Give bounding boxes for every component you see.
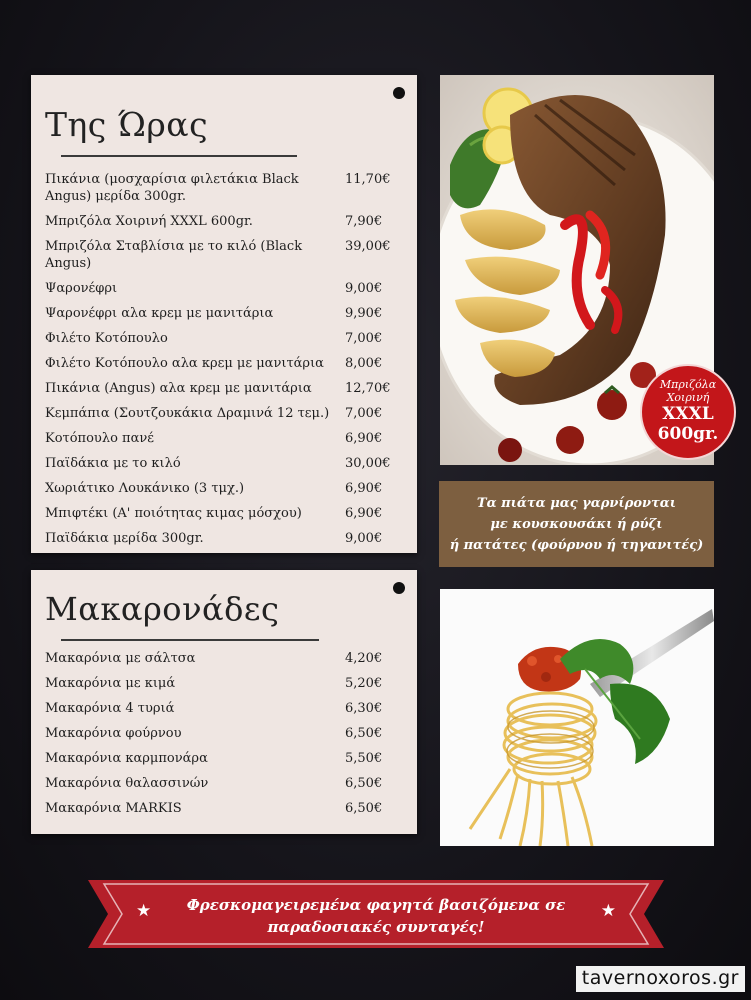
section-title: Μακαρονάδες: [45, 590, 280, 628]
menu-item-price: 6,90€: [345, 481, 383, 496]
menu-list: [45, 171, 395, 555]
menu-item: [45, 305, 395, 322]
note-line: ή πατάτες (φούρνου ή τηγανιτές): [449, 537, 704, 553]
menu-item-price: 12,70€: [345, 381, 391, 396]
star-icon: ★: [600, 901, 616, 921]
title-underline: [61, 155, 297, 157]
menu-card-pasta: [31, 570, 417, 834]
menu-item-price: 5,50€: [345, 751, 383, 766]
menu-item-name: Μακαρόνια 4 τυριά: [45, 701, 175, 716]
menu-item-price: 7,90€: [345, 214, 383, 229]
menu-item: [45, 280, 395, 297]
menu-item: [45, 455, 395, 472]
menu-item-name: Μακαρόνια με σάλτσα: [45, 651, 196, 666]
title-underline: [61, 639, 319, 641]
menu-item-price: 9,00€: [345, 531, 383, 546]
menu-item-name: Μακαρόνια MARKIS: [45, 801, 182, 816]
menu-item-price: 7,00€: [345, 406, 383, 421]
menu-item-name: Μακαρόνια θαλασσινών: [45, 776, 209, 791]
menu-item-name: Κοτόπουλο πανέ: [45, 431, 154, 446]
menu-item-name: Ψαρονέφρι: [45, 281, 118, 296]
section-title: Της Ώρας: [45, 105, 209, 144]
menu-list: [45, 650, 395, 825]
note-line: Τα πιάτα μας γαρνίρονται: [476, 495, 677, 511]
menu-item: [45, 650, 395, 667]
banner-line: Φρεσκομαγειρεμένα φαγητά βασιζόμενα σε: [186, 896, 566, 914]
menu-item-name: Μακαρόνια με κιμά: [45, 676, 176, 691]
menu-item: [45, 505, 395, 522]
menu-item-name: Μακαρόνια φούρνου: [45, 726, 182, 741]
menu-item-name: Παϊδάκια μερίδα 300gr.: [45, 531, 204, 546]
menu-item: [45, 750, 395, 767]
menu-item: [45, 700, 395, 717]
menu-item-price: 6,50€: [345, 726, 383, 741]
garnish-note: [439, 481, 714, 567]
menu-item-price: 6,50€: [345, 801, 383, 816]
note-line: με κουσκουσάκι ή ρύζι: [490, 516, 663, 532]
banner-text: [88, 894, 664, 938]
menu-item-name: Μακαρόνια καρμπονάρα: [45, 751, 208, 766]
menu-item-name: Παϊδάκια με το κιλό: [45, 456, 181, 471]
menu-item-price: 8,00€: [345, 356, 383, 371]
menu-item: [45, 675, 395, 692]
menu-item-price: 6,50€: [345, 776, 383, 791]
menu-item-price: 9,90€: [345, 306, 383, 321]
slogan-banner: [88, 880, 664, 948]
badge-line: XXXL: [662, 404, 714, 424]
banner-line: παραδοσιακές συνταγές!: [267, 918, 485, 936]
menu-item: [45, 480, 395, 497]
pasta-image: [440, 589, 714, 846]
menu-item: [45, 430, 395, 447]
promo-badge: [640, 364, 736, 460]
menu-item-price: 39,00€: [345, 239, 391, 254]
menu-item-name: Φιλέτο Κοτόπουλο: [45, 331, 168, 346]
badge-line: 600gr.: [657, 424, 719, 444]
menu-item-price: 9,00€: [345, 281, 383, 296]
star-icon: ★: [136, 901, 152, 921]
menu-item: [45, 355, 395, 372]
menu-item: [45, 800, 395, 817]
menu-item: [45, 405, 395, 422]
menu-card-grill: [31, 75, 417, 553]
menu-item: [45, 775, 395, 792]
menu-item-name: Χωριάτικο Λουκάνικο (3 τμχ.): [45, 481, 245, 496]
menu-item: [45, 238, 395, 272]
badge-line: Χοιρινή: [666, 391, 710, 404]
menu-item-name: Πικάνια (μοσχαρίσια φιλετάκια Black Angus) μερίδα 300gr.: [45, 172, 299, 204]
card-hole: [393, 582, 405, 594]
menu-item-name: Ψαρονέφρι αλα κρεμ με μανιτάρια: [45, 306, 274, 321]
menu-item-price: 30,00€: [345, 456, 391, 471]
menu-item: [45, 213, 395, 230]
badge-line: Μπριζόλα: [659, 378, 717, 391]
menu-item: [45, 330, 395, 347]
pasta-photo: [440, 589, 714, 846]
menu-item-price: 6,90€: [345, 431, 383, 446]
menu-item: [45, 530, 395, 547]
menu-item-name: Πικάνια (Angus) αλα κρεμ με μανιτάρια: [45, 381, 312, 396]
menu-item: [45, 171, 395, 205]
menu-item: [45, 380, 395, 397]
menu-item-name: Μπιφτέκι (Α' ποιότητας κιμας μόσχου): [45, 506, 302, 521]
menu-item-price: 4,20€: [345, 651, 383, 666]
menu-item-name: Μπριζόλα Σταβλίσια με το κιλό (Black Angus): [45, 239, 303, 271]
card-hole: [393, 87, 405, 99]
menu-item: [45, 725, 395, 742]
site-watermark: tavernoxoros.gr: [576, 966, 745, 992]
menu-item-price: 7,00€: [345, 331, 383, 346]
menu-item-price: 5,20€: [345, 676, 383, 691]
menu-item-name: Φιλέτο Κοτόπουλο αλα κρεμ με μανιτάρια: [45, 356, 324, 371]
menu-item-name: Κεμπάπια (Σουτζουκάκια Δραμινά 12 τεμ.): [45, 406, 330, 421]
menu-item-price: 11,70€: [345, 172, 391, 187]
menu-item-price: 6,30€: [345, 701, 383, 716]
menu-item-name: Μπριζόλα Χοιρινή XXXL 600gr.: [45, 214, 253, 229]
menu-item-price: 6,90€: [345, 506, 383, 521]
